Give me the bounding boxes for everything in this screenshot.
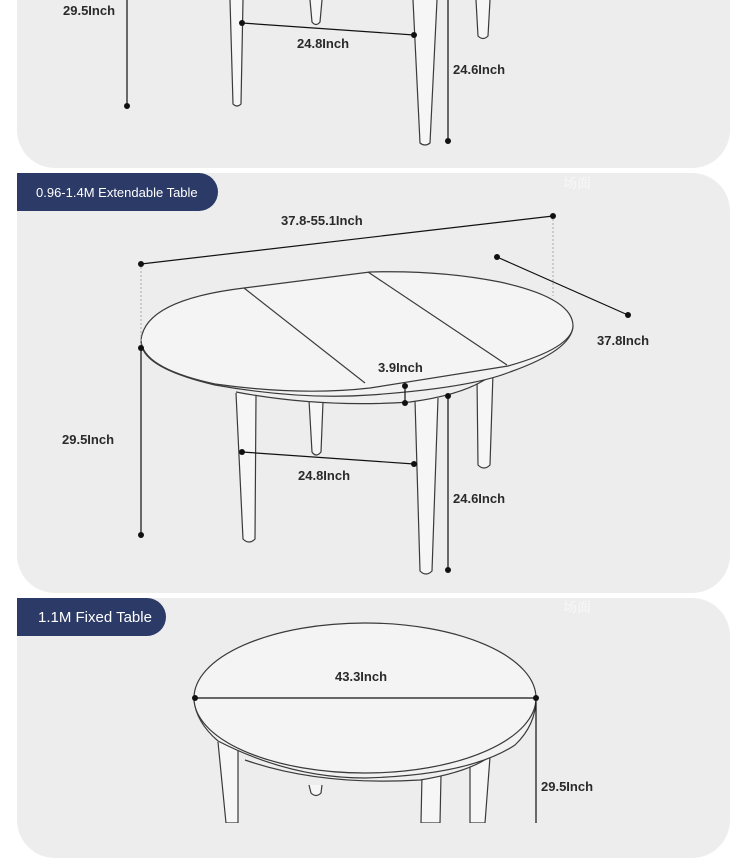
label-length-extendable: 37.8-55.1Inch [281, 213, 363, 228]
label-diameter-fixed: 43.3Inch [335, 669, 388, 684]
watermark-fixed: 场面 [563, 599, 591, 615]
table-drawing-fixed [194, 623, 536, 823]
label-apron-extendable: 3.9Inch [378, 360, 423, 375]
label-leg-height-top: 24.6Inch [453, 62, 506, 77]
dimension-lines-top [127, 0, 448, 141]
label-height-fixed: 29.5Inch [541, 779, 594, 794]
label-leg-height-extendable: 24.6Inch [453, 491, 506, 506]
label-leg-span-top: 24.8Inch [297, 36, 350, 51]
label-height-top: 29.5Inch [63, 3, 116, 18]
badge-extendable-table: 0.96-1.4M Extendable Table [17, 173, 218, 211]
watermark-extendable: 场面 [563, 175, 591, 191]
label-width-extendable: 37.8Inch [597, 333, 650, 348]
label-leg-span-extendable: 24.8Inch [298, 468, 351, 483]
table-drawing-extendable [141, 272, 573, 574]
badge-fixed-table: 1.1M Fixed Table [17, 598, 166, 636]
table-drawing-top [230, 0, 490, 145]
label-height-extendable: 29.5Inch [62, 432, 115, 447]
